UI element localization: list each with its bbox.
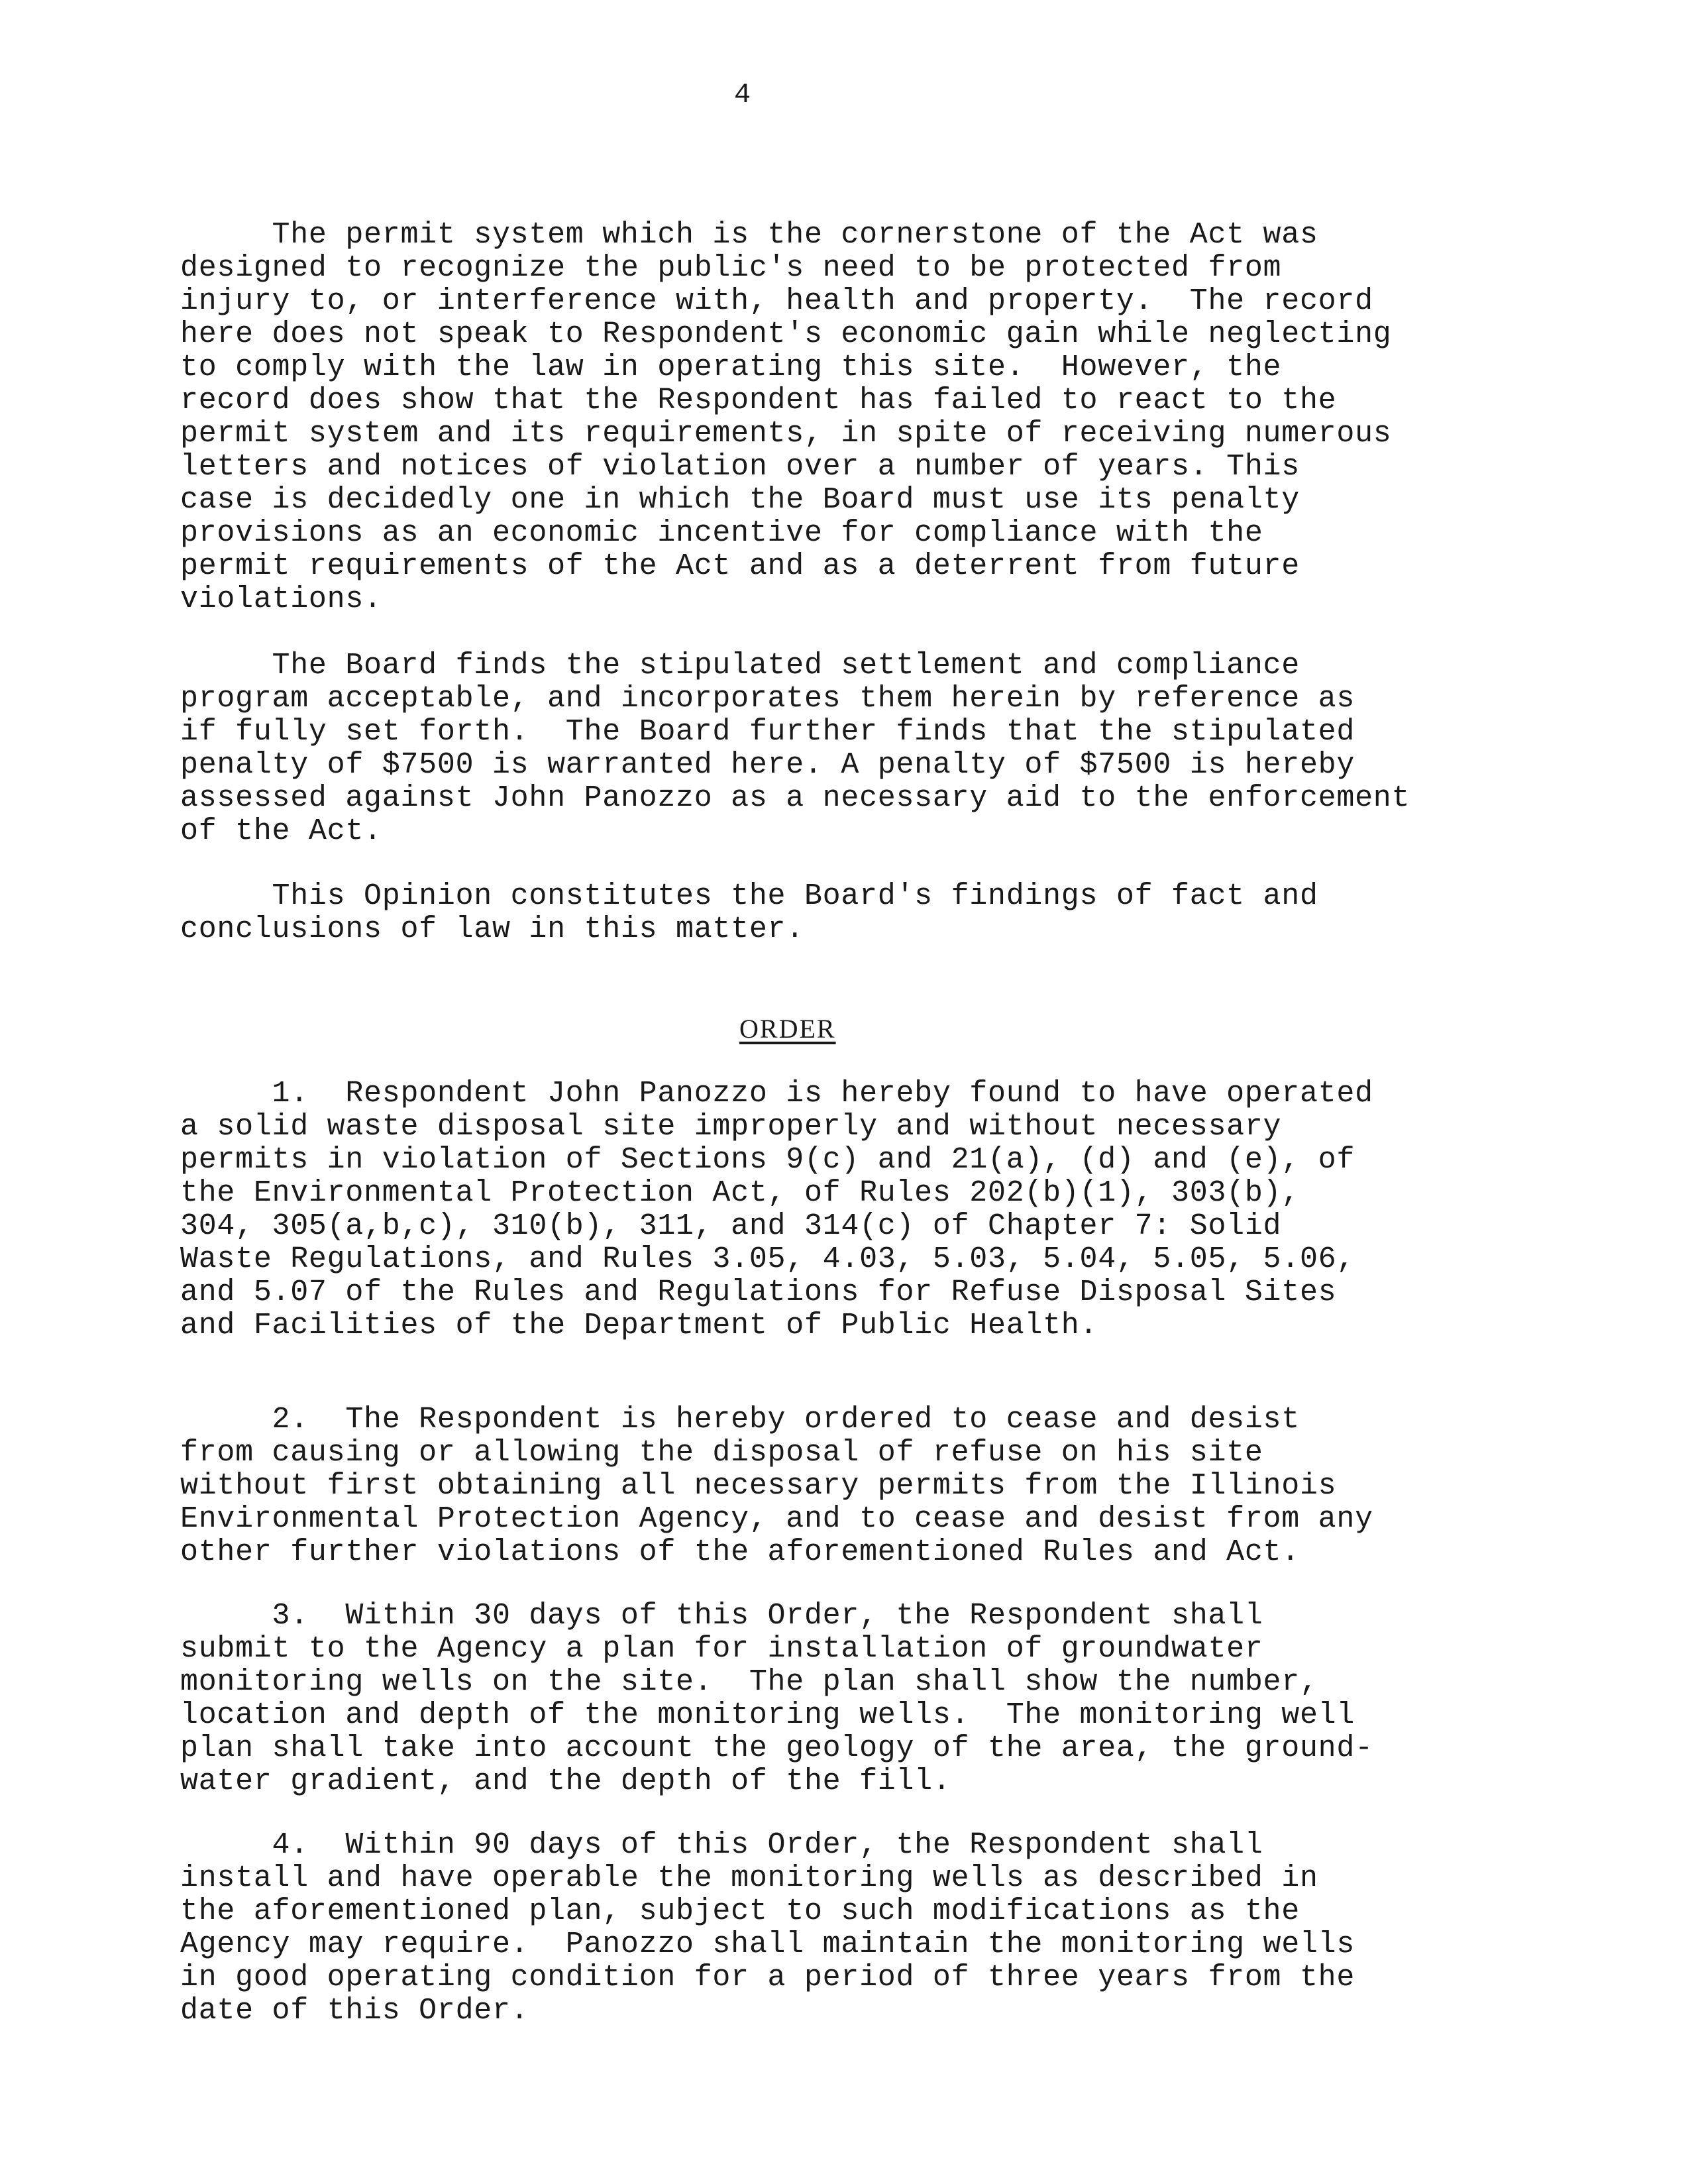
- text-line: assessed against John Panozzo as a necessary aid to the enforcement: [180, 781, 1410, 815]
- text-line: 1. Respondent John Panozzo is hereby found to have operated: [180, 1077, 1373, 1111]
- text-line: permit requirements of the Act and as a deterrent from future: [180, 549, 1300, 583]
- text-line: install and have operable the monitoring wells as described in: [180, 1861, 1318, 1895]
- text-line: case is decidedly one in which the Board must use its penalty: [180, 483, 1300, 517]
- text-line: conclusions of law in this matter.: [180, 912, 804, 946]
- text-line: and 5.07 of the Rules and Regulations for Refuse Disposal Sites: [180, 1276, 1337, 1309]
- text-line: Environmental Protection Agency, and to cease and desist from any: [180, 1502, 1373, 1536]
- text-line: 304, 305(a,b,c), 310(b), 311, and 314(c) of Chapter 7: Solid: [180, 1209, 1282, 1243]
- text-line: letters and notices of violation over a number of years. This: [180, 450, 1300, 484]
- text-line: violations.: [180, 582, 382, 616]
- text-line: penalty of $7500 is warranted here. A penalty of $7500 is hereby: [180, 748, 1355, 782]
- text-line: The Board finds the stipulated settlement and compliance: [180, 649, 1300, 682]
- text-line: the Environmental Protection Act, of Rules 202(b)(1), 303(b),: [180, 1176, 1300, 1210]
- text-line: to comply with the law in operating this site. However, the: [180, 351, 1282, 384]
- text-line: in good operating condition for a period of three years from the: [180, 1961, 1355, 1994]
- text-line: plan shall take into account the geology of the area, the ground-: [180, 1731, 1373, 1765]
- text-line: of the Act.: [180, 814, 382, 848]
- text-line: Waste Regulations, and Rules 3.05, 4.03, 5.03, 5.04, 5.05, 5.06,: [180, 1242, 1355, 1276]
- text-line: other further violations of the aforementioned Rules and Act.: [180, 1535, 1300, 1569]
- text-line: provisions as an economic incentive for compliance with the: [180, 516, 1263, 550]
- text-line: injury to, or interference with, health and property. The record: [180, 284, 1373, 318]
- text-line: This Opinion constitutes the Board's findings of fact and: [180, 879, 1318, 913]
- text-line: permit system and its requirements, in spite of receiving numerous: [180, 417, 1392, 451]
- text-line: the aforementioned plan, subject to such modifications as the: [180, 1894, 1300, 1928]
- text-line: The permit system which is the cornerstone of the Act was: [180, 218, 1318, 252]
- text-line: a solid waste disposal site improperly and without necessary: [180, 1110, 1282, 1144]
- text-line: water gradient, and the depth of the fill.: [180, 1765, 951, 1798]
- text-line: monitoring wells on the site. The plan shall show the number,: [180, 1665, 1318, 1699]
- text-line: Agency may require. Panozzo shall maintain the monitoring wells: [180, 1928, 1355, 1961]
- text-line: date of this Order.: [180, 1994, 529, 2028]
- text-line: 3. Within 30 days of this Order, the Respondent shall: [180, 1599, 1263, 1633]
- text-line: program acceptable, and incorporates them herein by reference as: [180, 682, 1355, 716]
- text-line: submit to the Agency a plan for installation of groundwater: [180, 1632, 1263, 1666]
- text-line: 4. Within 90 days of this Order, the Respondent shall: [180, 1828, 1263, 1862]
- text-line: permits in violation of Sections 9(c) and 21(a), (d) and (e), of: [180, 1143, 1355, 1177]
- text-line: 2. The Respondent is hereby ordered to cease and desist: [180, 1403, 1300, 1437]
- text-line: and Facilities of the Department of Public Health.: [180, 1309, 1098, 1342]
- text-line: from causing or allowing the disposal of refuse on his site: [180, 1436, 1263, 1470]
- text-line: here does not speak to Respondent's economic gain while neglecting: [180, 317, 1392, 351]
- text-line: location and depth of the monitoring wells. The monitoring well: [180, 1698, 1355, 1732]
- text-line: designed to recognize the public's need to be protected from: [180, 251, 1282, 285]
- order-heading: ORDER: [739, 1014, 836, 1044]
- text-line: if fully set forth. The Board further finds that the stipulated: [180, 715, 1355, 749]
- page-number: 4: [734, 79, 751, 111]
- text-line: without first obtaining all necessary permits from the Illinois: [180, 1469, 1337, 1503]
- text-line: record does show that the Respondent has failed to react to the: [180, 384, 1337, 417]
